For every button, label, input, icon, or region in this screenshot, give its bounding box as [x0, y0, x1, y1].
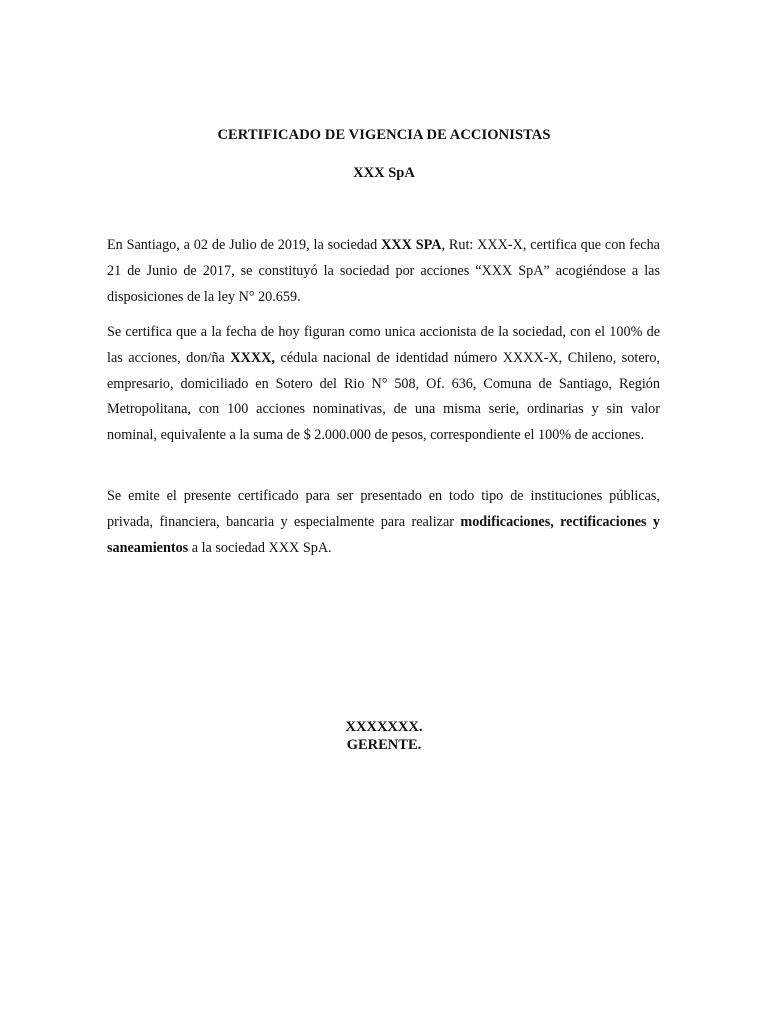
- paragraph-text: En Santiago, a 02 de Julio de 2019, la sociedad: [107, 237, 382, 253]
- document-title: CERTIFICADO DE VIGENCIA DE ACCIONISTAS: [217, 127, 551, 143]
- paragraph-text: , Rut: XXX-X, certifica que con fecha 21 de Junio de 2017, se constituyó la sociedad por acciones “XXX SpA” acogiéndose a las disposiciones de la ley N° 20.659.: [107, 237, 660, 305]
- paragraph-text: Se certifica que a la fecha de hoy figuran como unica accionista de la sociedad, con el 100% de las acciones, don/ña: [107, 324, 660, 366]
- paragraph-text: cédula nacional de identidad número XXXX-X, Chileno, sotero, empresario, domiciliado en Sotero del Rio N° 508, Of. 636, Comuna de Santiago, Región Metropolitana, con 100 acciones nominativas, de una misma serie, ordinarias y sin valor nominal, equivalente a la suma de $ 2.000.000 de pesos, correspondiente el 100% de acciones.: [107, 349, 660, 444]
- signatory-name: XXXXXXX.: [345, 719, 423, 735]
- shareholder-name-bold: XXXX,: [230, 349, 275, 366]
- paragraph-text: a la sociedad XXX SpA.: [188, 539, 332, 556]
- company-name-bold: XXX SPA: [381, 237, 442, 253]
- company-subtitle: XXX SpA: [353, 165, 415, 181]
- signatory-role: GERENTE.: [346, 737, 422, 753]
- purpose-bold: modificaciones, rectificaciones y saneamientos: [107, 513, 661, 556]
- paragraph-text: Se emite el presente certificado para ser presentado en todo tipo de instituciones públicas, privada, financiera, bancaria y especialmente para realizar: [107, 488, 660, 530]
- paragraph-purpose: [107, 484, 660, 561]
- signature-block: [0, 718, 768, 754]
- paragraph-shareholder: [107, 320, 660, 449]
- paragraph-constitution: [107, 233, 660, 310]
